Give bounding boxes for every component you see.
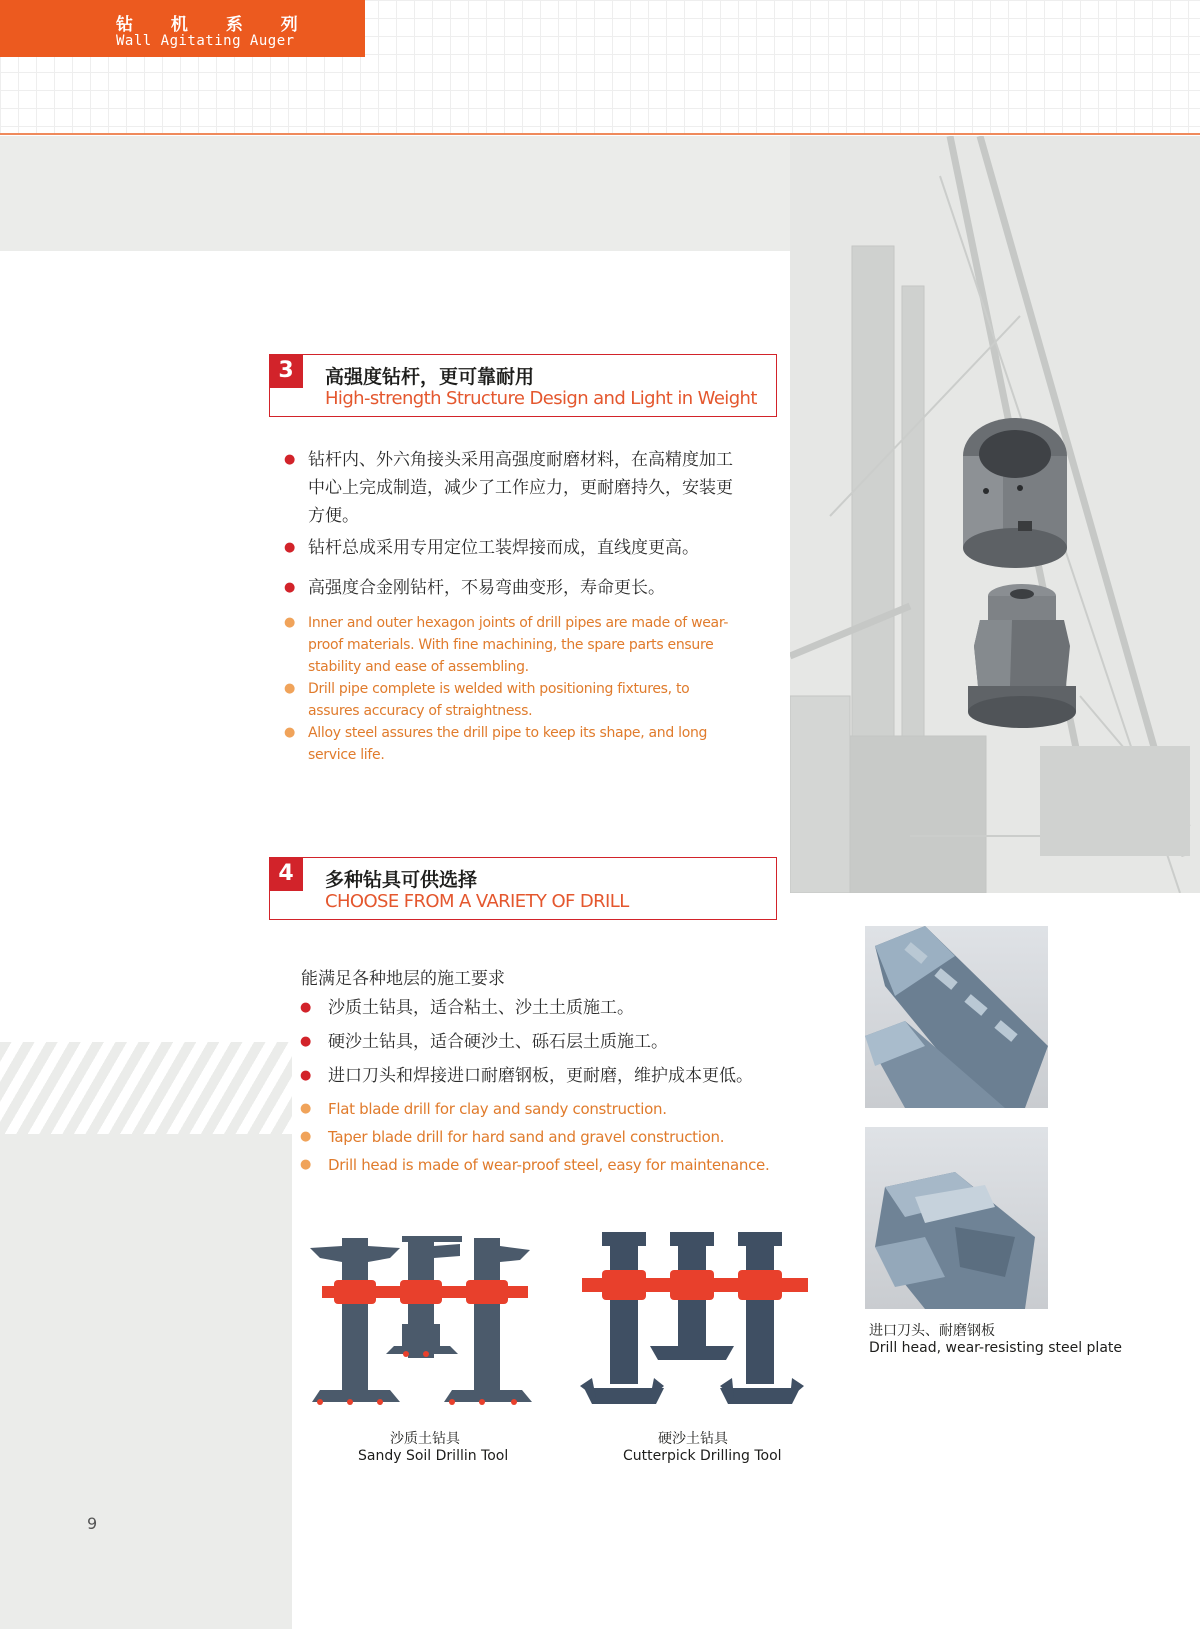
bullet-icon: ● xyxy=(284,452,296,467)
section3-en-item: ● Alloy steel assures the drill pipe to keep its shape, and long service life. xyxy=(282,722,742,766)
section4-number: 4 xyxy=(269,857,303,891)
bullet-icon: ● xyxy=(300,1157,312,1172)
bullet-icon: ● xyxy=(284,725,296,740)
section4-title-en: CHOOSE FROM A VARIETY OF DRILL xyxy=(325,891,629,912)
bullet-icon: ● xyxy=(300,1034,312,1049)
drill-head-teeth-drawing xyxy=(865,926,1048,1108)
bullet-icon: ● xyxy=(300,1101,312,1116)
section4-en-item: ● Drill head is made of wear-proof steel, easy for maintenance. xyxy=(300,1156,770,1174)
drilling-rig-photo xyxy=(790,136,1200,893)
section4-en-item: ● Flat blade drill for clay and sandy construction. xyxy=(300,1100,667,1118)
hex-plug xyxy=(968,584,1076,728)
section4-title-cn: 多种钻具可供选择 xyxy=(325,869,478,891)
rig-illustration xyxy=(790,136,1200,893)
top-gray-panel xyxy=(0,136,790,251)
section4-cn-list xyxy=(298,994,798,1096)
section3-number: 3 xyxy=(269,354,303,388)
section3-en-item: ● Drill pipe complete is welded with positioning fixtures, to assures accuracy of straightness. xyxy=(282,678,742,722)
cutterpick-tool-drawing xyxy=(580,1228,810,1418)
series-title-en: Wall Agitating Auger xyxy=(116,33,295,49)
cutterpick-tool-caption-en: Cutterpick Drilling Tool xyxy=(623,1448,782,1464)
section3-cn-item: ● 钻杆内、外六角接头采用高强度耐磨材料，在高精度加工中心上完成制造，减少了工作应力，更耐磨持久，安装更方便。 xyxy=(282,446,742,530)
drill-head-photo-2 xyxy=(865,1127,1048,1309)
sandy-tool-caption-en: Sandy Soil Drillin Tool xyxy=(358,1448,509,1464)
drill-head-photo-1 xyxy=(865,926,1048,1108)
section3-cn-item: ● 高强度合金刚钻杆，不易弯曲变形，寿命更长。 xyxy=(282,574,742,602)
section4-cn-item: ● 进口刀头和焊接进口耐磨钢板，更耐磨，维护成本更低。 xyxy=(298,1062,798,1096)
section3-title-en: High-strength Structure Design and Light in Weight xyxy=(325,388,757,409)
header-rule xyxy=(0,133,1200,135)
drill-head-caption-en: Drill head, wear-resisting steel plate xyxy=(869,1340,1122,1356)
cutterpick-tool-caption-cn: 硬沙土钻具 xyxy=(658,1431,728,1447)
wear-plate-drawing xyxy=(865,1127,1048,1309)
section3-en-list xyxy=(282,612,742,766)
series-title-cn: 钻 机 系 列 xyxy=(116,15,314,35)
diagonal-stripes xyxy=(0,1042,292,1134)
section3-title-cn: 高强度钻杆，更可靠耐用 xyxy=(325,366,535,388)
section4-cn-item: ● 硬沙土钻具，适合硬沙土、砾石层土质施工。 xyxy=(298,1028,798,1062)
section4-en-item: ● Taper blade drill for hard sand and gravel construction. xyxy=(300,1128,725,1146)
sandy-tool-caption-cn: 沙质土钻具 xyxy=(390,1431,460,1447)
section4-intro: 能满足各种地层的施工要求 xyxy=(301,969,505,989)
bullet-icon: ● xyxy=(300,1068,312,1083)
section3-cn-list xyxy=(282,446,742,602)
bullet-icon: ● xyxy=(284,681,296,696)
drill-head-caption-cn: 进口刀头、耐磨钢板 xyxy=(869,1323,995,1339)
sandy-soil-tool-drawing xyxy=(310,1228,540,1418)
bullet-icon: ● xyxy=(284,540,296,555)
section4-cn-item: ● 沙质土钻具，适合粘土、沙土土质施工。 xyxy=(298,994,798,1028)
section3-cn-item: ● 钻杆总成采用专用定位工装焊接而成，直线度更高。 xyxy=(282,534,742,562)
bullet-icon: ● xyxy=(284,615,296,630)
hex-socket xyxy=(963,418,1067,568)
bullet-icon: ● xyxy=(284,580,296,595)
page-number: 9 xyxy=(87,1514,98,1533)
bullet-icon: ● xyxy=(300,1129,312,1144)
bullet-icon: ● xyxy=(300,1000,312,1015)
sandy-soil-tool-image xyxy=(310,1228,540,1418)
section3-en-item: ● Inner and outer hexagon joints of drill pipes are made of wear-proof materials. With fine machining, the spare parts ensure stability and ease of assembling. xyxy=(282,612,742,678)
cutterpick-tool-image xyxy=(580,1228,810,1418)
section4-en-list xyxy=(298,1098,798,1182)
